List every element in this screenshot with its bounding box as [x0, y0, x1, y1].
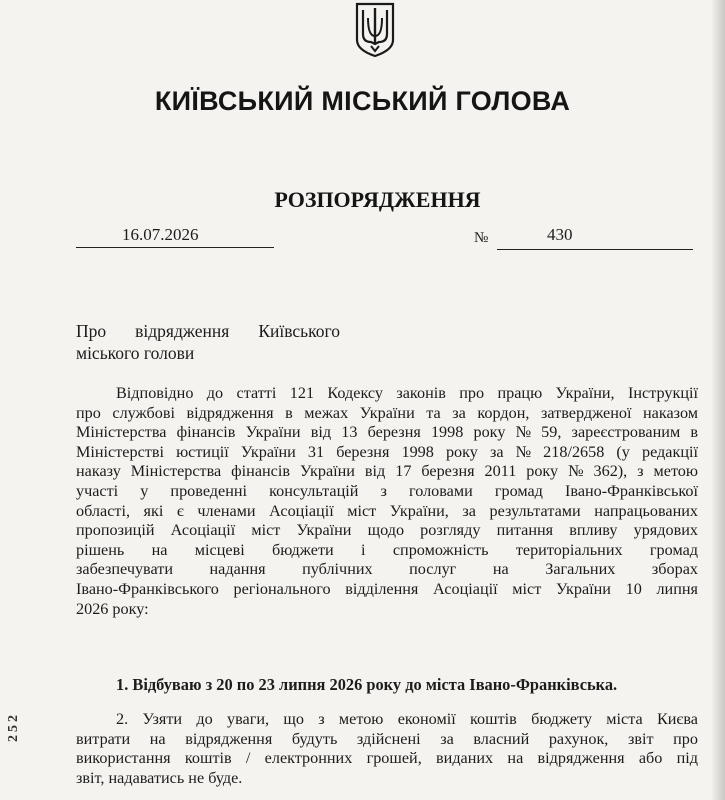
- trident-emblem-icon: [353, 0, 397, 58]
- body-line: про службові відрядження в межах України та за кордон, затвердженої наказом: [76, 403, 698, 422]
- subject-word: Про: [76, 321, 107, 341]
- order-item-2: [76, 710, 698, 788]
- body-line: області, які є членами Асоціації міст України, за результатами напрацьованих: [76, 501, 698, 520]
- margin-stamp-number: 252: [6, 712, 21, 742]
- body-line: Івано-Франківського регіонального відділення Асоціації міст України 10 липня: [76, 579, 698, 598]
- subject-line: міського голови: [76, 343, 195, 363]
- subject-word: Київського: [258, 321, 340, 341]
- order-item-1: 1. Відбуваю з 20 по 23 липня 2026 року до міста Івано-Франківська.: [116, 675, 618, 694]
- date-line: [76, 225, 274, 248]
- number-line: [497, 225, 693, 250]
- issuer-title: КИЇВСЬКИЙ МІСЬКИЙ ГОЛОВА: [154, 86, 571, 116]
- item2-line: 2. Узяти до уваги, що з метою економії коштів бюджету міста Києва: [116, 710, 698, 728]
- number-sign: №: [474, 230, 489, 246]
- body-line: Відповідно до статті 121 Кодексу законів про працю України, Інструкції: [116, 384, 698, 402]
- subject-word: відрядження: [135, 321, 230, 341]
- item2-line: використання коштів / електронних грошей, виданих на відрядження або під: [76, 749, 698, 768]
- body-line: наказу Міністерства фінансів України від 17 березня 2011 року № 362), з метою: [76, 462, 698, 481]
- body-line: забезпечувати надання публічних послуг на Загальних зборах: [76, 560, 698, 579]
- document-date: 16.07.2026: [122, 225, 199, 244]
- preamble-paragraph: [76, 384, 698, 619]
- body-line: Міністерства фінансів України від 13 березня 1998 року № 59, зареєстрованим в: [76, 423, 698, 442]
- body-line: 2026 року:: [76, 599, 149, 618]
- item2-line: звіт, надаватись не буде.: [76, 768, 243, 787]
- document-type: РОЗПОРЯДЖЕННЯ: [274, 187, 481, 212]
- body-line: Міністерстві юстиції України 31 березня 1998 року за № 218/2658 (у редакції: [76, 442, 698, 461]
- item2-line: витрати на відрядження будуть здійснені за власний рахунок, звіт про: [76, 729, 698, 748]
- scan-edge-shadow: [711, 0, 725, 800]
- document-number: 430: [547, 225, 573, 244]
- body-line: пропозицій Асоціації міст України щодо розгляду питання впливу урядових: [76, 521, 698, 540]
- body-line: рішень на місцеві бюджети і спроможність територіальних громад: [76, 540, 698, 559]
- body-line: участі у проведенні консультацій з головами громад Івано-Франківської: [76, 481, 698, 500]
- subject-block: [76, 320, 340, 364]
